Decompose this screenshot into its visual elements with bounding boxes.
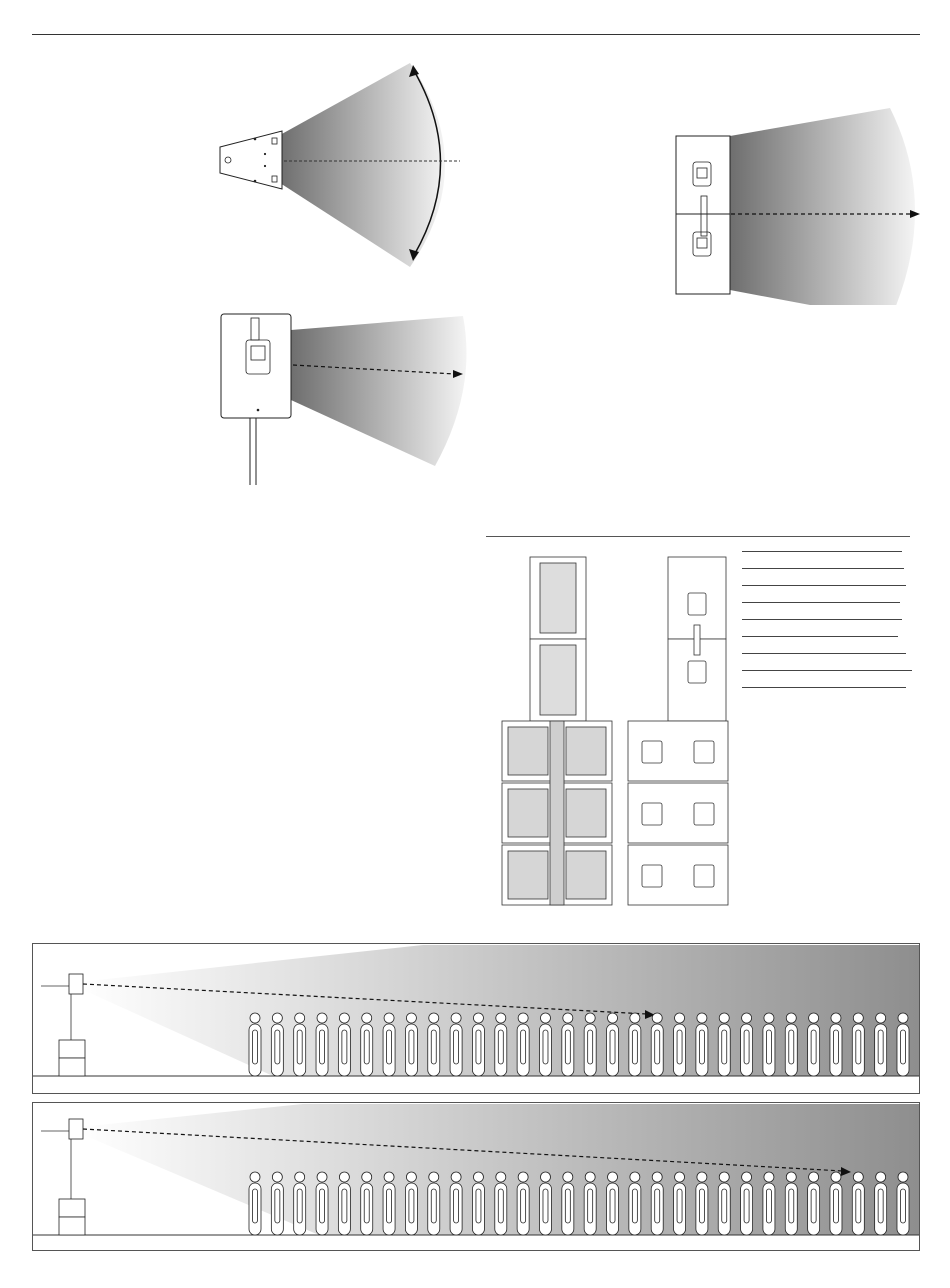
person-arm bbox=[833, 1189, 838, 1223]
person-arm bbox=[766, 1030, 771, 1064]
person-arm bbox=[253, 1189, 258, 1223]
person-head bbox=[831, 1013, 841, 1023]
scenario-a-drawing bbox=[33, 944, 919, 1093]
person-arm bbox=[632, 1030, 637, 1064]
person-head bbox=[295, 1013, 305, 1023]
person-arm bbox=[476, 1189, 481, 1223]
person-head bbox=[742, 1013, 752, 1023]
horizontal-coverage-figure bbox=[210, 55, 470, 275]
person-arm bbox=[856, 1030, 861, 1064]
person-head bbox=[786, 1172, 796, 1182]
legend-line bbox=[742, 653, 906, 654]
legend-line bbox=[742, 585, 906, 586]
legend-line bbox=[742, 670, 912, 671]
person-arm bbox=[901, 1189, 906, 1223]
person-arm bbox=[364, 1189, 369, 1223]
person-arm bbox=[677, 1030, 682, 1064]
person-head bbox=[362, 1172, 372, 1182]
person-head bbox=[339, 1172, 349, 1182]
speaker-icon bbox=[69, 1119, 83, 1139]
person-head bbox=[675, 1172, 685, 1182]
person-head bbox=[272, 1013, 282, 1023]
person-arm bbox=[610, 1189, 615, 1223]
scenario-b-drawing bbox=[33, 1103, 919, 1250]
top-rule bbox=[32, 34, 920, 35]
speaker-upper bbox=[676, 136, 730, 214]
person-arm bbox=[521, 1189, 526, 1223]
person-head bbox=[451, 1013, 461, 1023]
legend-line bbox=[742, 602, 900, 603]
person-head bbox=[585, 1013, 595, 1023]
person-head bbox=[384, 1172, 394, 1182]
person-head bbox=[652, 1013, 662, 1023]
person-head bbox=[540, 1172, 550, 1182]
person-arm bbox=[275, 1189, 280, 1223]
person-head bbox=[250, 1172, 260, 1182]
section-rule bbox=[486, 536, 910, 537]
person-head bbox=[295, 1172, 305, 1182]
person-arm bbox=[632, 1189, 637, 1223]
person-head bbox=[429, 1013, 439, 1023]
person-arm bbox=[454, 1189, 459, 1223]
audience-scenario-b bbox=[32, 1102, 920, 1251]
person-arm bbox=[856, 1189, 861, 1223]
person-head bbox=[630, 1013, 640, 1023]
person-arm bbox=[409, 1189, 414, 1223]
person-arm bbox=[744, 1189, 749, 1223]
person-arm bbox=[320, 1189, 325, 1223]
person-head bbox=[853, 1172, 863, 1182]
person-arm bbox=[811, 1030, 816, 1064]
person-arm bbox=[878, 1189, 883, 1223]
person-arm bbox=[409, 1030, 414, 1064]
person-arm bbox=[878, 1030, 883, 1064]
person-arm bbox=[454, 1030, 459, 1064]
person-head bbox=[272, 1172, 282, 1182]
person-head bbox=[585, 1172, 595, 1182]
person-arm bbox=[744, 1030, 749, 1064]
person-head bbox=[317, 1013, 327, 1023]
person-head bbox=[540, 1013, 550, 1023]
person-arm bbox=[498, 1030, 503, 1064]
person-head bbox=[742, 1172, 752, 1182]
person-head bbox=[652, 1172, 662, 1182]
speaker-top-outline bbox=[220, 131, 282, 189]
speaker-icon bbox=[69, 974, 83, 994]
person-head bbox=[719, 1172, 729, 1182]
person-head bbox=[697, 1013, 707, 1023]
person-arm bbox=[320, 1030, 325, 1064]
person-head bbox=[496, 1013, 506, 1023]
person-head bbox=[809, 1013, 819, 1023]
person-arm bbox=[901, 1030, 906, 1064]
person-arm bbox=[722, 1030, 727, 1064]
speaker-lower bbox=[676, 214, 730, 294]
person-arm bbox=[387, 1030, 392, 1064]
person-head bbox=[719, 1013, 729, 1023]
person-head bbox=[518, 1013, 528, 1023]
person-arm bbox=[342, 1189, 347, 1223]
person-arm bbox=[588, 1030, 593, 1064]
person-head bbox=[697, 1172, 707, 1182]
legend-line bbox=[742, 636, 898, 637]
person-head bbox=[451, 1172, 461, 1182]
person-head bbox=[764, 1013, 774, 1023]
person-arm bbox=[565, 1030, 570, 1064]
vertical-coverage-stack-figure bbox=[670, 100, 930, 305]
person-head bbox=[563, 1013, 573, 1023]
person-arm bbox=[543, 1030, 548, 1064]
coverage-cone bbox=[280, 63, 445, 267]
person-head bbox=[496, 1172, 506, 1182]
person-head bbox=[831, 1172, 841, 1182]
person-head bbox=[317, 1172, 327, 1182]
person-head bbox=[473, 1172, 483, 1182]
audience-scenario-a bbox=[32, 943, 920, 1094]
legend-line bbox=[742, 551, 902, 552]
stack-rear-view bbox=[628, 557, 728, 905]
person-arm bbox=[655, 1030, 660, 1064]
person-head bbox=[675, 1013, 685, 1023]
person-arm bbox=[342, 1030, 347, 1064]
person-head bbox=[250, 1013, 260, 1023]
person-arm bbox=[811, 1189, 816, 1223]
person-arm bbox=[543, 1189, 548, 1223]
person-head bbox=[429, 1172, 439, 1182]
legend-line bbox=[742, 568, 904, 569]
person-arm bbox=[655, 1189, 660, 1223]
person-head bbox=[362, 1013, 372, 1023]
person-arm bbox=[565, 1189, 570, 1223]
speaker-cabinet bbox=[221, 314, 291, 418]
person-head bbox=[406, 1013, 416, 1023]
person-head bbox=[898, 1013, 908, 1023]
legend-line bbox=[742, 619, 902, 620]
person-arm bbox=[699, 1189, 704, 1223]
person-head bbox=[630, 1172, 640, 1182]
person-arm bbox=[387, 1189, 392, 1223]
stack-front-view bbox=[502, 557, 612, 905]
person-arm bbox=[677, 1189, 682, 1223]
legend-line bbox=[742, 687, 906, 688]
person-arm bbox=[789, 1189, 794, 1223]
person-head bbox=[876, 1172, 886, 1182]
person-arm bbox=[722, 1189, 727, 1223]
person-arm bbox=[699, 1030, 704, 1064]
person-arm bbox=[297, 1030, 302, 1064]
person-arm bbox=[588, 1189, 593, 1223]
person-arm bbox=[789, 1030, 794, 1064]
person-head bbox=[608, 1013, 618, 1023]
person-arm bbox=[833, 1030, 838, 1064]
person-arm bbox=[498, 1189, 503, 1223]
person-head bbox=[406, 1172, 416, 1182]
person-arm bbox=[431, 1189, 436, 1223]
person-head bbox=[563, 1172, 573, 1182]
person-arm bbox=[610, 1030, 615, 1064]
person-head bbox=[339, 1013, 349, 1023]
person-head bbox=[898, 1172, 908, 1182]
person-head bbox=[764, 1172, 774, 1182]
person-arm bbox=[253, 1030, 258, 1064]
person-arm bbox=[297, 1189, 302, 1223]
person-head bbox=[809, 1172, 819, 1182]
person-head bbox=[786, 1013, 796, 1023]
person-head bbox=[384, 1013, 394, 1023]
coverage-cone bbox=[730, 108, 915, 305]
person-head bbox=[473, 1013, 483, 1023]
person-arm bbox=[431, 1030, 436, 1064]
person-arm bbox=[766, 1189, 771, 1223]
person-head bbox=[853, 1013, 863, 1023]
person-arm bbox=[275, 1030, 280, 1064]
vertical-coverage-stand-figure bbox=[215, 310, 470, 490]
person-head bbox=[608, 1172, 618, 1182]
person-arm bbox=[476, 1030, 481, 1064]
person-head bbox=[518, 1172, 528, 1182]
person-head bbox=[876, 1013, 886, 1023]
person-arm bbox=[364, 1030, 369, 1064]
stack-configuration-figure bbox=[498, 555, 738, 910]
coverage-cone bbox=[291, 316, 467, 466]
person-arm bbox=[521, 1030, 526, 1064]
